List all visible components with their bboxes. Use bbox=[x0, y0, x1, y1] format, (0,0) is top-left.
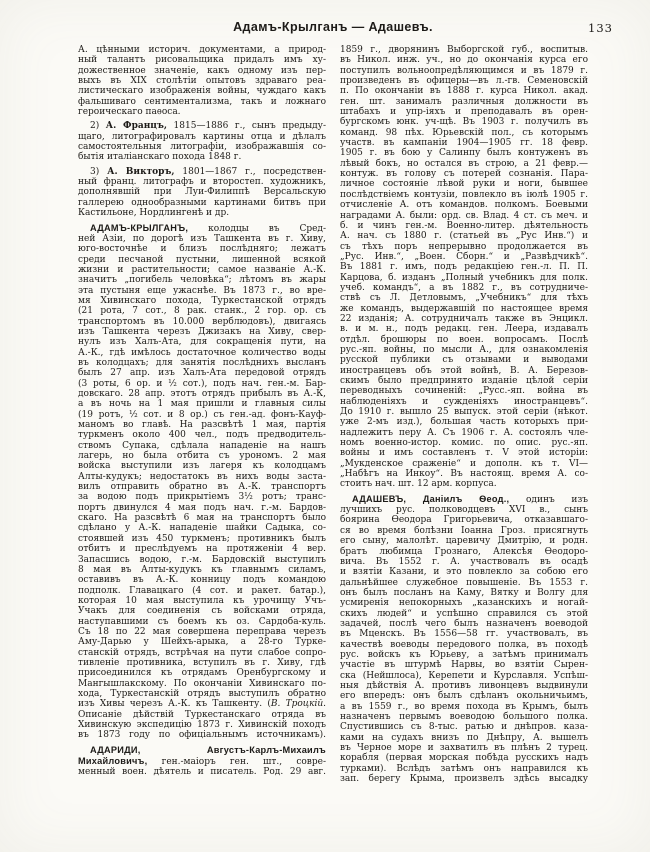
text-line: номъ военно-истор. комис. по опис. рус.-яп. bbox=[340, 438, 588, 449]
text-line: ген. шт. занималъ различныя должности въ bbox=[340, 96, 588, 107]
text-line: былъ 27 апр. изъ Халъ-Ата передовой отрядъ bbox=[78, 368, 326, 379]
text-line: Карцова, б. изданъ „Полный учебникъ для полк. bbox=[340, 272, 588, 283]
text-line: команд. 98 пѣх. Юрьевскій пол., съ которымъ bbox=[340, 127, 588, 138]
text-line: вилъ отправить обратно въ А.-К. транспортъ bbox=[78, 482, 326, 493]
text-line: войны и имъ составленъ т. V этой исторіи: bbox=[340, 448, 588, 459]
text-line: стоитъ нач. шт. 12 арм. корпуса. bbox=[340, 479, 497, 490]
text-line: усмиренія непокорныхъ „казанскихъ и ногай- bbox=[340, 598, 588, 609]
text-line: 1859 г., дворянинъ Выборгской губ., воспитыв. bbox=[340, 45, 588, 55]
paragraph-adaridi-continuation bbox=[340, 45, 588, 490]
text-line: ный талантъ рисовальщика придалъ имъ ху- bbox=[78, 55, 326, 66]
text-line: войска выступили изъ лагеря къ колодцамъ bbox=[78, 461, 326, 472]
text-line: въ колодцахъ; для занятія послѣднихъ высланъ bbox=[78, 357, 326, 368]
text-line: иностранцевъ объ этой войнѣ, В. А. Березов- bbox=[340, 365, 588, 376]
text-line: переводныхъ сочиненій: „Русс.-яп. война въ bbox=[340, 386, 588, 397]
text-line: зап. берегу Крыма, произвелъ здѣсь высадку bbox=[340, 774, 588, 785]
text-line: боярина Ѳеодора Григорьевича, отказавшаго- bbox=[340, 515, 588, 526]
text-line: корабля (первая морская побѣда русскихъ надъ bbox=[340, 753, 588, 764]
page-header bbox=[78, 20, 613, 36]
text-line: которая 10 мая выступила къ урочищу Учъ- bbox=[78, 595, 326, 606]
text-line: штабахъ и упр-іяхъ и преподавалъ въ орен- bbox=[340, 107, 588, 118]
text-line: русской публики съ отзывами и выводами bbox=[340, 355, 588, 366]
text-line: и взятіи Казани, и это повлекло за собою его bbox=[340, 567, 588, 578]
entry-headword: АДАШЕВЪ, Даніилъ Ѳеод., bbox=[352, 493, 510, 504]
text-segment: 2) bbox=[90, 121, 106, 132]
text-line: вича. Въ 1552 г. А. участвовалъ въ осадѣ bbox=[340, 556, 588, 567]
text-line: качествѣ воеводы передового полка, въ походѣ bbox=[340, 639, 588, 650]
text-line: наградами А. были: орд. св. Влад. 4 ст. съ меч. и bbox=[340, 210, 588, 221]
text-line: въ Черное море и захватилъ въ плѣнъ 2 турец. bbox=[340, 743, 588, 754]
entry-headword: АДАРИДИ, Августъ-Карлъ-Михаилъ bbox=[90, 744, 326, 755]
text-line: ный франц. литографъ и второстеп. художникъ, bbox=[78, 177, 326, 188]
text-segment: колодцы въ Сред- bbox=[188, 223, 326, 234]
text-line: произведенъ въ офицеры—въ л.-гв. Семеновскій bbox=[340, 76, 588, 87]
text-line bbox=[340, 494, 588, 505]
text-line: довскаго. 28 апр. этотъ отрядъ прибылъ въ А.-К, bbox=[78, 389, 326, 399]
text-line: скаго. На разсвѣтѣ 6 мая на транспортъ было bbox=[78, 513, 326, 524]
text-line: галлерею однообразными картинами битвъ при bbox=[78, 197, 326, 208]
text-line: эта пустыня еще ужаснѣе. Въ 1873 г., во вре- bbox=[78, 285, 326, 296]
text-line: подполк. Главацкаго (4 сот. и ракет. батар.), bbox=[78, 585, 326, 596]
text-line: станскій отрядъ, встрѣчая на пути слабое сопро- bbox=[78, 647, 326, 658]
text-line: послѣдствіемъ контузіи, повлекло въ іюлѣ 1905 г. bbox=[340, 189, 588, 200]
text-line: стоявшей изъ 450 туркменъ; противникъ былъ bbox=[78, 533, 326, 544]
paragraph-adam-viktor bbox=[78, 167, 326, 219]
text-line: „Мукденское сраженіе“ и дополн. къ т. VI— bbox=[340, 458, 588, 469]
entry-headword: АДАМЪ-КРЫЛГАНЪ, bbox=[90, 222, 189, 233]
text-line: Въ 1881 г. имъ, подъ редакціею ген.-л. П. П. bbox=[340, 262, 588, 273]
text-line: отчисленіе А. отъ командов. полкомъ. Боевыми bbox=[340, 200, 588, 211]
text-line: ствѣ съ Л. Детловымъ, „Учебникъ“ для тѣхъ bbox=[340, 293, 588, 304]
text-line: турками). Вслѣдъ затѣмъ онъ направился къ bbox=[340, 763, 588, 774]
text-line bbox=[78, 745, 326, 756]
text-line: въ Мценскъ. Въ 1556—58 гг. участвовалъ, въ bbox=[340, 629, 588, 640]
text-line: „Набѣгъ на Инкоу“. Въ настоящ. время А. со- bbox=[340, 469, 588, 480]
column-right bbox=[340, 45, 588, 784]
text-line: листическаго изображенія войны, чуждаго какъ bbox=[78, 86, 326, 97]
text-line: значитъ „погибель человѣка“; лѣтомъ въ жары bbox=[78, 275, 326, 286]
text-line: ска (Нейшлоса), Керепети и Курславля. Успѣш- bbox=[340, 670, 588, 681]
text-line: транспортомъ въ 10.000 верблюдовъ), двигаясь bbox=[78, 316, 326, 327]
text-line: контуж. въ голову съ потерей сознанія. Пара- bbox=[340, 169, 588, 180]
text-line: ся во время болѣзни Іоанна Гроз. присягнуть bbox=[340, 525, 588, 536]
text-line: жизни и растительности; самое названіе А.-К. bbox=[78, 264, 326, 275]
text-line: поступилъ вольноопредѣляющимся и въ 1879 г. bbox=[340, 65, 588, 76]
text-line: лѣвый бокъ, но остался въ строю, а 21 февр.— bbox=[340, 158, 588, 169]
text-line: отбитъ и преслѣдуемъ на протяженіи 4 вер. bbox=[78, 544, 326, 555]
text-segment: 1801—1867 г., посредствен- bbox=[174, 166, 326, 177]
text-line: скихъ людей“ и успѣшно справился съ этой bbox=[340, 608, 588, 619]
entry-adam-krylgan bbox=[78, 223, 326, 741]
text-line: туркменъ около 400 чел., подъ предводитель- bbox=[78, 430, 326, 441]
text-line bbox=[78, 121, 326, 131]
text-line bbox=[78, 756, 326, 767]
text-line: онъ былъ посланъ на Каму, Вятку и Волгу для bbox=[340, 587, 588, 598]
text-line: участіе въ штурмѣ Нарвы, во взятіи Сырен- bbox=[340, 660, 588, 671]
text-line: (3 роты, 6 ор. и ½ сот.), подъ нач. ген.-м. Бар- bbox=[78, 378, 326, 389]
text-segment: одинъ изъ bbox=[509, 494, 588, 505]
text-segment: В. Троцкій. bbox=[270, 699, 326, 710]
text-line: ней Азіи, по дорогѣ изъ Ташкента въ г. Хиву, bbox=[78, 233, 326, 244]
column-left bbox=[78, 45, 326, 784]
text-line: бургскомъ юнк. уч-щѣ. Въ 1903 г. получилъ въ bbox=[340, 117, 588, 128]
text-line: а въ ночь на 1 мая пришли и главныя силы bbox=[78, 399, 326, 410]
text-line: бытія италіанскаго похода 1848 г. bbox=[78, 152, 242, 163]
text-line: самостоятельныя литографіи, изображавшія со- bbox=[78, 142, 326, 153]
text-line: маномъ во главѣ. На разсвѣтѣ 1 мая, партія bbox=[78, 420, 326, 431]
text-line: выхъ въ XIX столѣтіи опытовъ здраваго реа- bbox=[78, 76, 326, 87]
text-segment: 1815—1886 г., сынъ предыду- bbox=[167, 121, 326, 132]
text-line bbox=[78, 167, 326, 177]
text-line: задачей, послѣ чего былъ назначенъ воеводой bbox=[340, 618, 588, 629]
paragraph-adam-continuation bbox=[78, 45, 326, 117]
text-segment: ген.-маіоръ ген. шт., совре- bbox=[147, 757, 326, 768]
text-line: б. и чинъ ген.-м. Военно-литер. дѣятельность bbox=[340, 220, 588, 231]
text-line: (19 ротъ, ½ сот. и 8 ор.) съ ген.-ад. фонъ-Кауф- bbox=[78, 409, 326, 420]
text-line: 8 мая въ Алты-кудукъ къ главнымъ силамъ, bbox=[78, 564, 326, 575]
text-line: тивленіе противника, вступилъ въ г. Хиву, гдѣ bbox=[78, 657, 326, 668]
text-line: скимъ было предпринято изданіе цѣлой серіи bbox=[340, 376, 588, 386]
text-line: 22 изданія; А. сотрудничалъ также въ Энцикл. bbox=[340, 313, 588, 324]
text-line: участв. въ кампаніи 1904—1905 гг. 18 февр. bbox=[340, 138, 588, 149]
paragraph-adam-franz bbox=[78, 121, 326, 162]
text-line: его сыну, малолѣт. царевичу Дмитрію, и родн. bbox=[340, 536, 588, 547]
text-line: въ Никол. инж. уч., но до окончанія курса его bbox=[340, 55, 588, 66]
page-number: 133 bbox=[588, 21, 613, 35]
text-line: за водою подъ прикрытіемъ 3½ ротъ; транс- bbox=[78, 492, 326, 503]
text-line: Хивинскую экспедицію 1873 г. Хивинскій походъ bbox=[78, 720, 326, 730]
text-line: а въ 1559 г., во время похода въ Крымъ, былъ bbox=[340, 701, 588, 712]
text-line: дальнѣйшее служебное повышеніе. Въ 1553 г. bbox=[340, 577, 588, 588]
text-line: лагерь, но была отбита съ урономъ. 2 мая bbox=[78, 451, 326, 462]
text-segment: 3) bbox=[90, 166, 108, 177]
text-line: оставивъ въ А.-К. конницу подъ командою bbox=[78, 575, 326, 586]
text-line: героическаго паѳоса. bbox=[78, 107, 181, 118]
entry-adashev bbox=[340, 494, 588, 785]
text-line: А. цѣнными историч. документами, а природ- bbox=[78, 45, 326, 55]
text-line: А. нач. съ 1880 г. (статьей въ „Рус Инв.“) и bbox=[340, 231, 588, 242]
text-segment: изъ Хивы черезъ А.-К. къ Ташкенту. ( bbox=[78, 699, 271, 710]
text-line: До 1910 г. вышло 25 выпуск. этой серіи (нѣкот. bbox=[340, 407, 588, 418]
text-line: Описаніе дѣйствій Туркестанскаго отряда въ bbox=[78, 709, 326, 720]
text-line: Алты-кудукъ; недостатокъ въ нихъ воды заста- bbox=[78, 471, 326, 482]
text-line: сдѣлано у А.-К. нападеніе шайки Садыка, со- bbox=[78, 523, 326, 534]
text-line: уже 2-мъ изд.), большая часть которыхъ при- bbox=[340, 417, 588, 428]
text-line: дополнявшій при Луи-Филиппѣ Версальскую bbox=[78, 187, 326, 198]
text-line: братъ любимца Грознаго, Алексѣя Ѳеодоро- bbox=[340, 546, 588, 557]
text-line: Спустившись съ 8-тыс. ратью и днѣпров. каза- bbox=[340, 722, 588, 733]
text-line: его впередъ: онъ былъ сдѣланъ окольничьимъ, bbox=[340, 691, 588, 702]
text-line: щаго, литографировалъ картины отца и дѣлалъ bbox=[78, 131, 326, 142]
text-line: съ тѣхъ поръ непрерывно продолжается въ bbox=[340, 241, 588, 252]
text-line: портъ двинулся 4 мая подъ нач. г.-м. Бардов- bbox=[78, 502, 326, 513]
text-line: ствомъ Супака, сдѣлала нападеніе на нашъ bbox=[78, 440, 326, 451]
text-line: Мангышлакскому. По окончаніи Хивинскаго по- bbox=[78, 678, 326, 689]
text-line: Учакъ для соединенія съ войсками отряда, bbox=[78, 606, 326, 617]
text-line: ныя дѣйствія А. противъ ливонцевъ выдвинули bbox=[340, 680, 588, 691]
text-line bbox=[78, 699, 326, 709]
text-segment: А. Викторъ, bbox=[107, 166, 175, 177]
text-line: лучшихъ рус. полководцевъ XVI в., сынъ bbox=[340, 505, 588, 516]
text-line: отдѣл. брошюры по воен. вопросамъ. Послѣ bbox=[340, 334, 588, 345]
text-line: „Рус. Инв.“, „Воен. Сборн.“ и „Развѣдчикѣ“. bbox=[340, 251, 588, 262]
text-line: фальшиваго сентиментализма, такъ и ложнаго bbox=[78, 96, 326, 107]
text-line: рус.-яп. войны, по мысли А., для ознакомленія bbox=[340, 344, 588, 355]
text-segment: А. Францъ, bbox=[105, 121, 167, 132]
text-line: личное состояніе лѣвой руки и ноги, бывшее bbox=[340, 179, 588, 190]
text-line: въ 1873 году по офиціальнымъ источникамъ). bbox=[78, 730, 326, 741]
text-line: нулъ изъ Халъ-Ата, для сокращенія пути, на bbox=[78, 337, 326, 348]
text-columns bbox=[78, 45, 588, 784]
text-line: юго-восточнѣе и близъ послѣдняго; лежатъ bbox=[78, 244, 326, 255]
entry-headword: Михайловичъ, bbox=[78, 756, 148, 767]
text-line: ками на судахъ внизъ по Днѣпру, А. вышелъ bbox=[340, 732, 588, 743]
text-line: Съ 18 по 22 мая совершена переправа черезъ bbox=[78, 626, 326, 637]
text-line: среди песчаной пустыни, лишенной всякой bbox=[78, 254, 326, 265]
text-line: Кастильоне, Нордлингенѣ и др. bbox=[78, 208, 230, 219]
text-line: Запасшись водою, г.-м. Бардовскій выступилъ bbox=[78, 554, 326, 565]
text-line: А.-К., гдѣ имѣлось достаточное количество воды bbox=[78, 347, 326, 358]
text-line: мя Хивинскаго похода, Туркестанской отрядъ bbox=[78, 295, 326, 306]
text-line: Аму-Дарью у Шейхъ-арыка, а 28-го Турке- bbox=[78, 637, 326, 648]
text-line: учеб. командъ“, а въ 1882 г., въ сотрудниче- bbox=[340, 282, 588, 293]
text-line: менный воен. дѣятель и писатель. Род. 29 авг. bbox=[78, 767, 326, 778]
text-line: наступавшими съ боемъ къ оз. Сардоба-куль. bbox=[78, 616, 326, 627]
text-line: 1905 г. въ бою у Салинпу былъ контуженъ въ bbox=[340, 148, 588, 159]
text-line: п. По окончаніи въ 1888 г. курса Никол. акад. bbox=[340, 86, 588, 97]
text-line: надлежитъ перу А. Съ 1906 г. А. состоялъ чле- bbox=[340, 427, 588, 438]
entry-adaridi bbox=[78, 745, 326, 778]
text-line: дожественное значеніе, какъ одному изъ пер- bbox=[78, 65, 326, 76]
text-line: рус. войскъ къ Юрьеву, а затѣмъ принималъ bbox=[340, 649, 588, 660]
text-line bbox=[78, 223, 326, 234]
text-line: же командъ, выдержавшій по настоящее время bbox=[340, 303, 588, 314]
text-line: наблюденіяхъ и сужденіяхъ иностранцевъ“. bbox=[340, 396, 588, 407]
text-line: в. и м. н., подъ редакц. ген. Леера, издавалъ bbox=[340, 324, 588, 335]
running-title: Адамъ-Крылганъ — Адашевъ. bbox=[233, 20, 433, 34]
text-line: присоединился къ отрядамъ Оренбургскому и bbox=[78, 668, 326, 679]
text-line: хода, Туркестанскій отрядъ выступилъ обратно bbox=[78, 688, 326, 699]
text-line: изъ Ташкента черезъ Джизакъ на Хиву, свер- bbox=[78, 326, 326, 337]
text-line: назначенъ первымъ воеводою большого полка. bbox=[340, 712, 588, 722]
text-line: (21 рота, 7 сот., 8 рак. станк., 2 гор. ор. съ bbox=[78, 306, 326, 317]
